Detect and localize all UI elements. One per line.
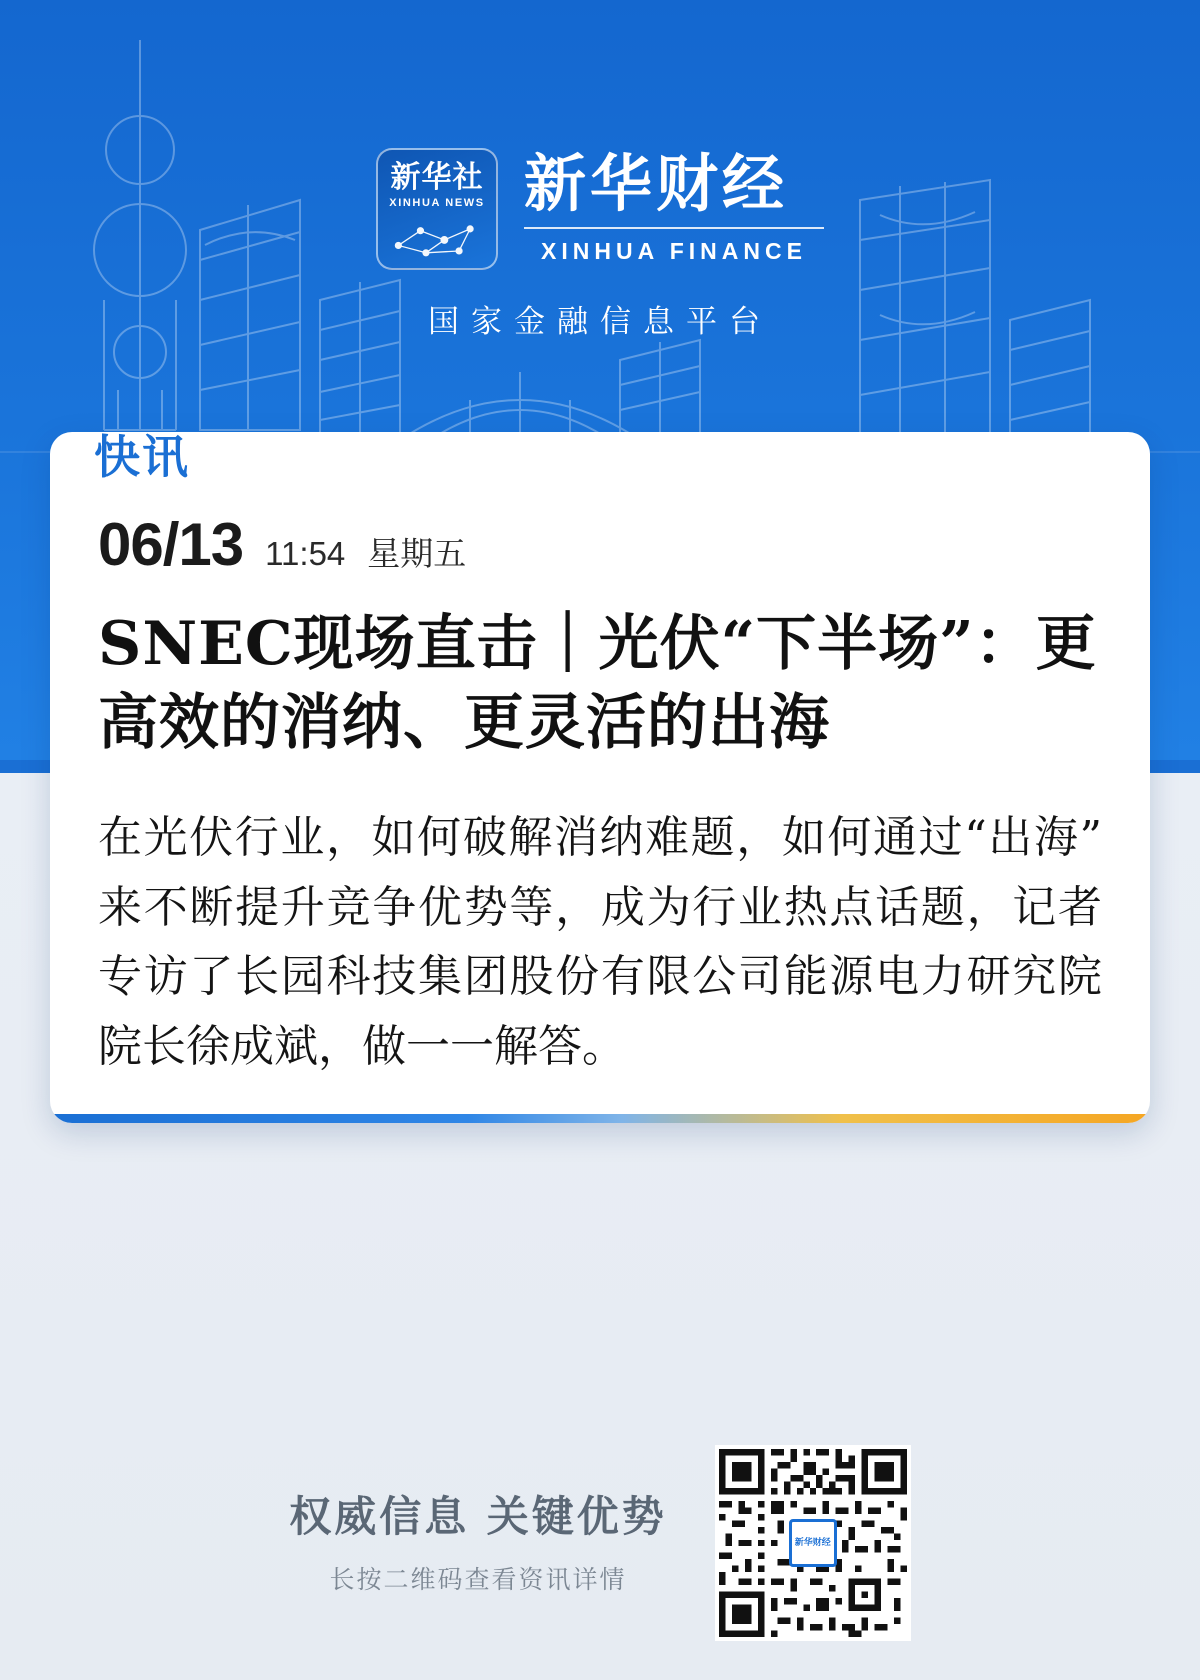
qr-center-logo: 新华财经 [789, 1519, 837, 1567]
brand-logo-row [0, 148, 1200, 270]
brand-wordmark [524, 147, 824, 265]
qr-code[interactable] [715, 1445, 911, 1641]
news-weekday: 星期五 [367, 534, 467, 573]
xinhua-news-badge [376, 148, 498, 270]
brand-name-en: XINHUA FINANCE [524, 227, 824, 265]
agency-name-cn: 新华社 [390, 160, 484, 195]
card-accent-bar [50, 1114, 1150, 1123]
footer-subtitle: 长按二维码查看资讯详情 [329, 1565, 627, 1594]
footer-text-block [289, 1484, 667, 1602]
agency-name-en: XINHUA NEWS [389, 196, 485, 209]
news-time: 11:54 [265, 535, 346, 572]
brand-name-cn: 新华财经 [524, 147, 789, 220]
flash-badge: 快讯 [94, 430, 190, 484]
network-graphic-icon [378, 216, 496, 262]
footer [0, 1445, 1200, 1641]
news-date: 06/13 [98, 511, 244, 578]
news-summary: 在光伏行业，如何破解消纳难题，如何通过“出海”来不断提升竞争优势等，成为行业热点话题，记者专访了长园科技集团股份有限公司能源电力研究院院长徐成斌，做一一解答。 [98, 812, 1102, 1072]
news-headline: SNEC现场直击｜光伏“下半场”：更高效的消纳、更灵活的出海 [98, 609, 1097, 759]
brand-tagline: 国家金融信息平台 [428, 304, 772, 340]
news-card [50, 432, 1150, 1123]
news-meta [98, 510, 1102, 579]
footer-title: 权威信息 关键优势 [289, 1492, 667, 1541]
